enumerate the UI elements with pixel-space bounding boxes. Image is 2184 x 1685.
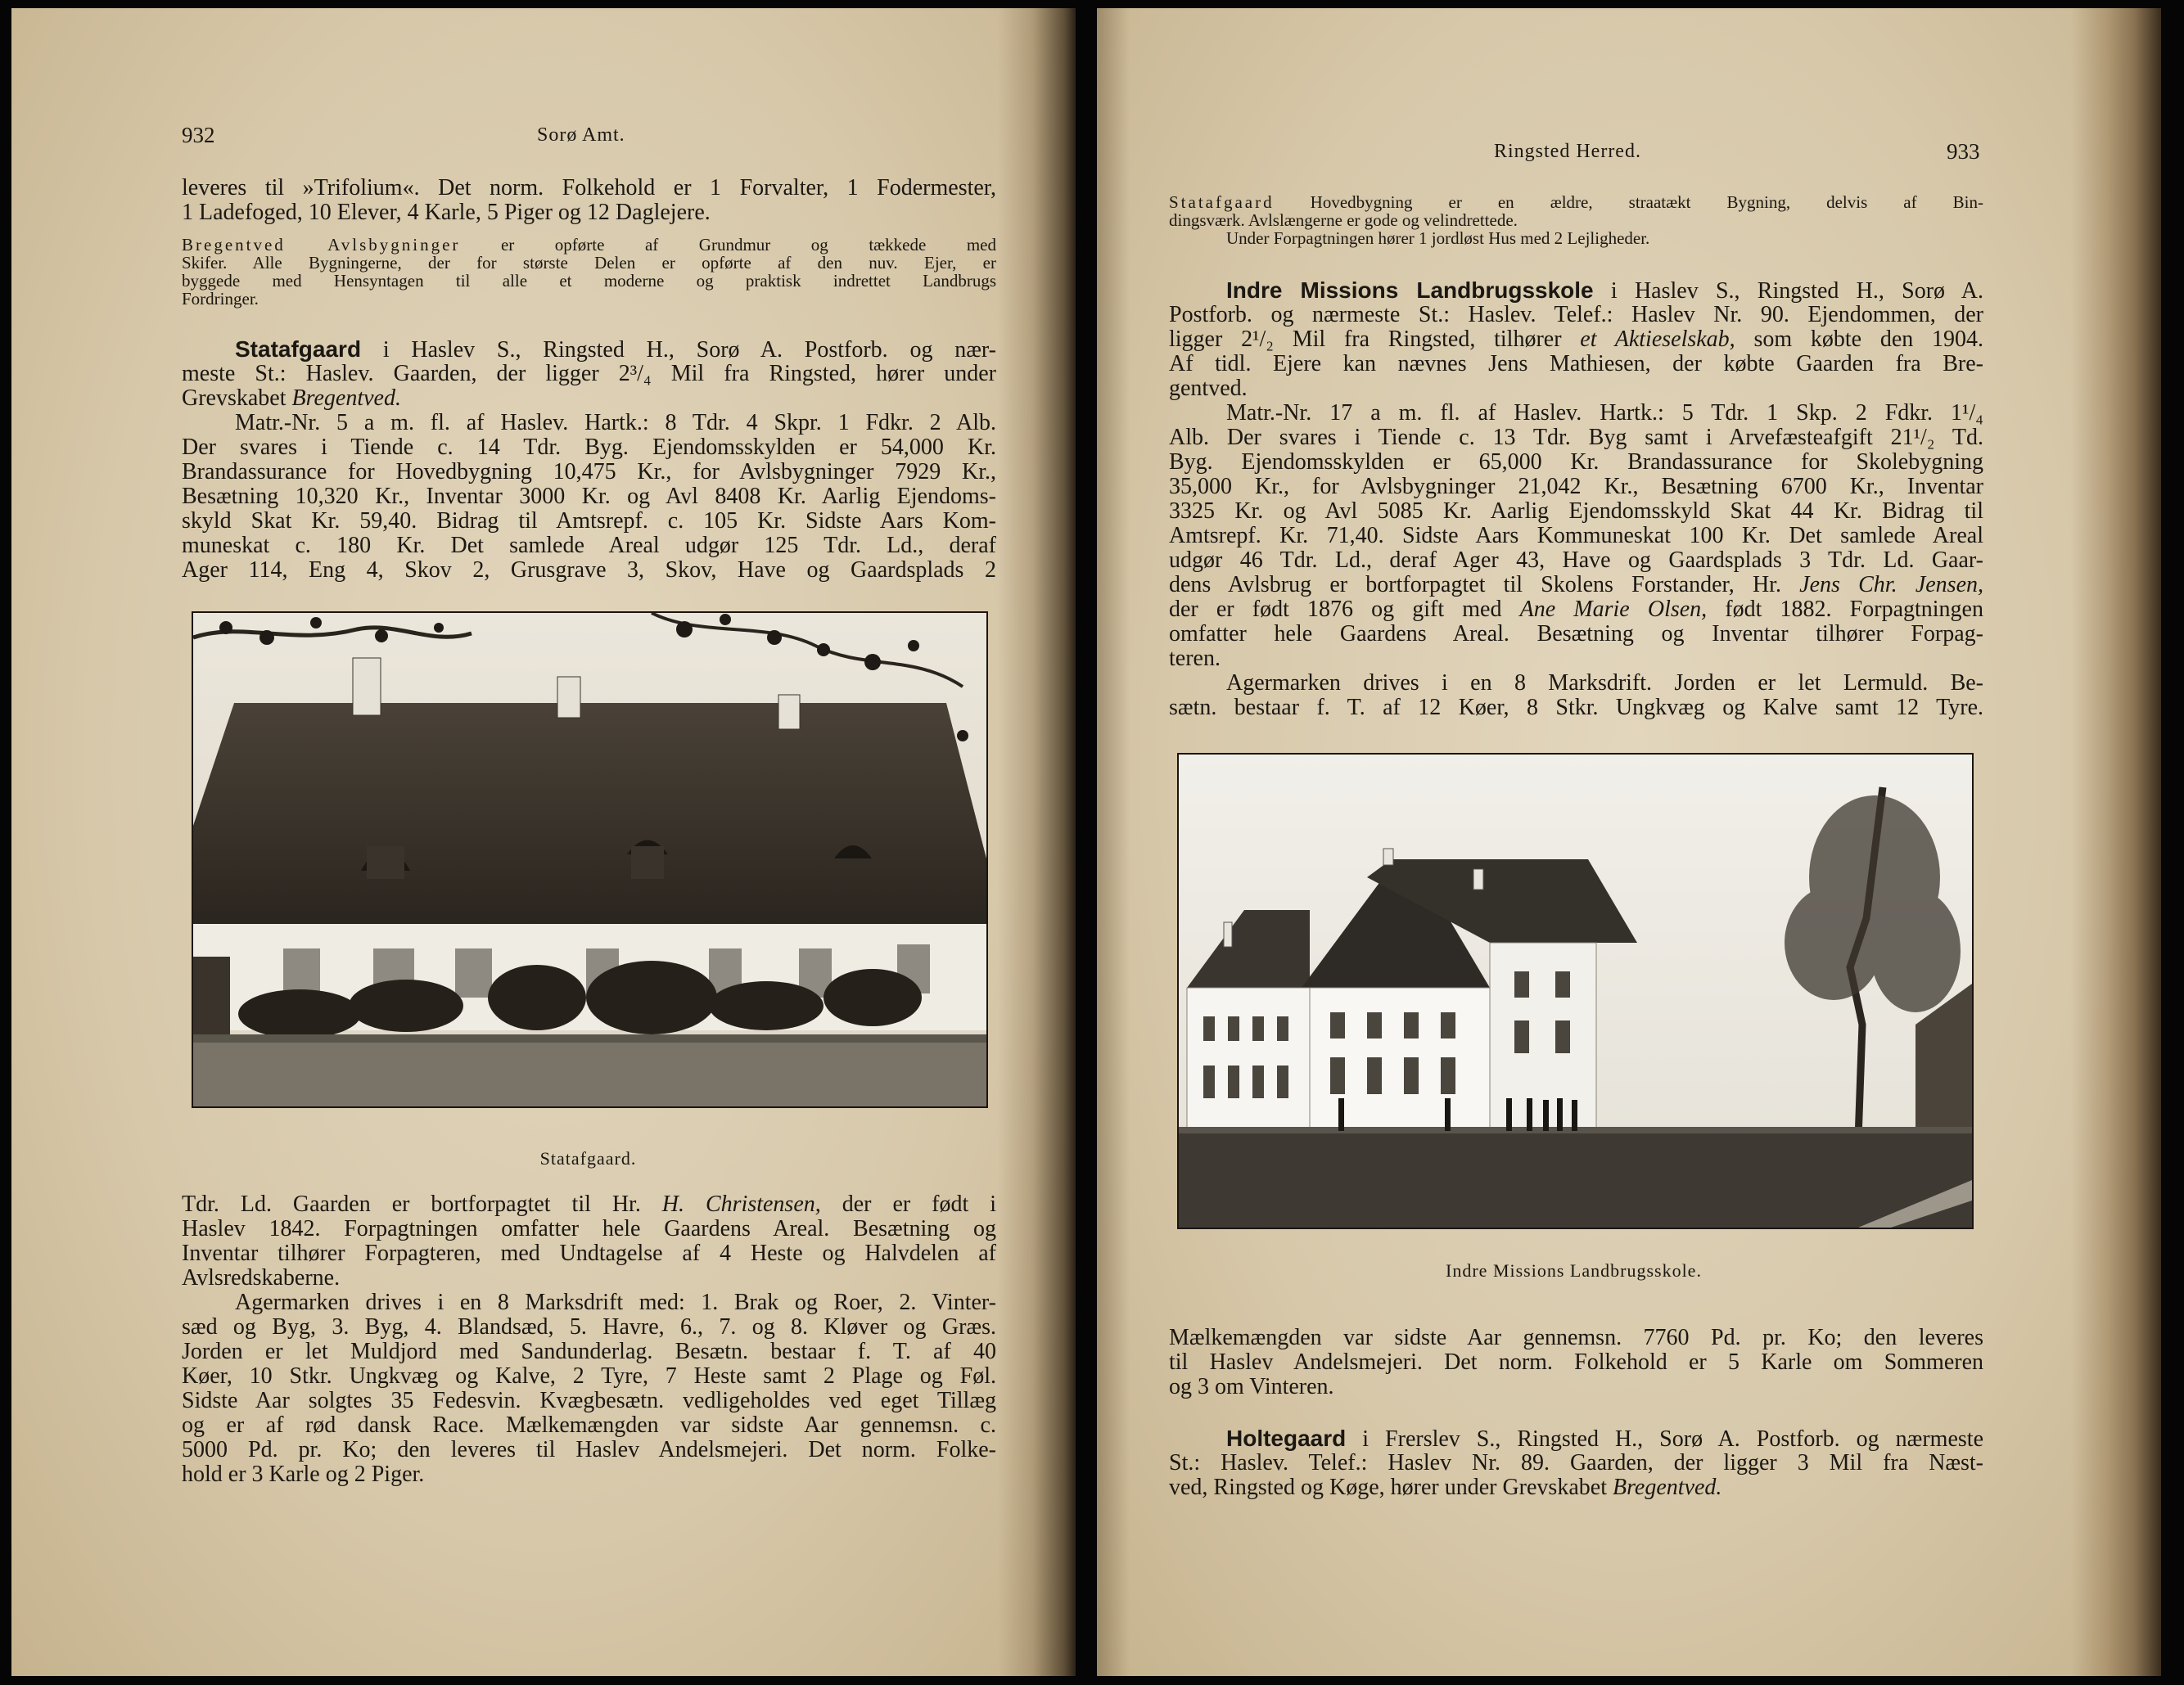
- text-line: Matr.-Nr. 5 a m. fl. af Haslev. Hartk.: 8 Tdr. 4 Skpr. 1 Fdkr. 2 Alb.: [235, 410, 996, 435]
- running-head: Sorø Amt.: [537, 124, 625, 146]
- book-spine-shadow: [1097, 8, 1130, 1676]
- text-line: teren.: [1169, 646, 1221, 671]
- text-line: Køer, 10 Stkr. Ungkvæg og Kalve, 2 Tyre, 7 Heste samt 2 Plage og Føl.: [182, 1363, 996, 1389]
- text-line: 35,000 Kr., for Avlsbygninger 21,042 Kr., Besætning 6700 Kr., Inventar: [1169, 474, 1983, 499]
- text-line: Avlsredskaberne.: [182, 1265, 341, 1291]
- text-line: Jorden er let Muldjord med Sandunderlag. Besætn. bestaar f. T. af 40: [182, 1339, 996, 1364]
- text-line: Inventar tilhører Forpagteren, med Undtagelse af 4 Heste og Halvdelen af: [182, 1241, 996, 1266]
- right-page: [1097, 8, 2161, 1676]
- note-line: Statafgaard Hovedbygning er en ældre, straatækt Bygning, delvis af Bin-: [1169, 192, 1983, 212]
- school-building-illustration: [1179, 755, 1972, 1228]
- entry-heading-line: Statafgaard i Haslev S., Ringsted H., Sorø A. Postforb. og nær-: [235, 336, 996, 363]
- entry-heading-line: Holtegaard i Frerslev S., Ringsted H., Sorø A. Postforb. og nærmeste: [1226, 1426, 1983, 1452]
- text-line: skyld Skat Kr. 59,40. Bidrag til Amtsrepf. c. 105 Kr. Sidste Aars Kom-: [182, 508, 996, 534]
- text-line: Amtsrepf. Kr. 71,40. Sidste Aars Kommuneskat 100 Kr. Det samlede Areal: [1169, 523, 1983, 548]
- photo-caption: Statafgaard.: [539, 1148, 637, 1169]
- page-edge-shadow: [2071, 8, 2161, 1676]
- text-line: Agermarken drives i en 8 Marksdrift. Jorden er let Lermuld. Be-: [1226, 670, 1983, 696]
- entry-name: Statafgaard: [235, 336, 362, 362]
- book-spine-shadow: [998, 8, 1076, 1676]
- running-head: Ringsted Herred.: [1494, 141, 1641, 162]
- entry-heading-line: Indre Missions Landbrugsskole i Haslev S., Ringsted H., Sorø A.: [1226, 277, 1983, 304]
- text-line: Byg. Ejendomsskylden er 65,000 Kr. Brandassurance for Skolebygning: [1169, 449, 1983, 475]
- text-line: ved, Ringsted og Køge, hører under Grevskabet Bregentved.: [1169, 1475, 1722, 1500]
- text-line: sætn. bestaar f. T. af 12 Køer, 8 Stkr. Ungkvæg og Kalve samt 12 Tyre.: [1169, 695, 1983, 720]
- thatched-house-illustration: [193, 613, 986, 1106]
- text-line: Besætning 10,320 Kr., Inventar 3000 Kr. og Avl 8408 Kr. Aarlig Ejendoms-: [182, 484, 996, 509]
- text-line: og er af rød dansk Race. Mælkemængden var sidste Aar gennemsn. c.: [182, 1412, 996, 1438]
- note-line: dingsværk. Avlslængerne er gode og velindrettede.: [1169, 210, 1518, 230]
- text-line: ligger 2¹/₂ Mil fra Ringsted, tilhører et Aktieselskab, som købte den 1904.: [1169, 327, 1984, 352]
- text-line: Der svares i Tiende c. 14 Tdr. Byg. Ejendomsskylden er 54,000 Kr.: [182, 435, 996, 460]
- text-line: Sidste Aar solgtes 35 Fedesvin. Kvægbesætn. vedligeholdes ved eget Tillæg: [182, 1388, 996, 1413]
- farmhouse-photo: [192, 611, 988, 1108]
- text-line: Grevskabet Bregentved.: [182, 385, 401, 411]
- entry-name: Holtegaard: [1226, 1426, 1347, 1451]
- text-line: Haslev 1842. Forpagtningen omfatter hele Gaardens Areal. Besætning og: [182, 1216, 996, 1241]
- page-number: 933: [1947, 139, 1980, 164]
- text-line: hold er 3 Karle og 2 Piger.: [182, 1462, 425, 1487]
- note-line: Bregentved Avlsbygninger er opførte af Grundmur og tækkede med: [182, 235, 996, 255]
- text-line: Tdr. Ld. Gaarden er bortforpagtet til Hr. H. Christensen, der er født i: [182, 1192, 996, 1217]
- text-line: udgør 46 Tdr. Ld., deraf Ager 43, Have og Gaardsplads 3 Tdr. Ld. Gaar-: [1169, 547, 1983, 573]
- text-line: Matr.-Nr. 17 a m. fl. af Haslev. Hartk.: 5 Tdr. 1 Skp. 2 Fdkr. 1¹/₄: [1226, 400, 1983, 426]
- school-photo: [1177, 753, 1974, 1229]
- text-line: til Haslev Andelsmejeri. Det norm. Folkehold er 5 Karle om Sommeren: [1169, 1349, 1983, 1375]
- note-line: Fordringer.: [182, 289, 259, 309]
- text-line: omfatter hele Gaardens Areal. Besætning og Inventar tilhører Forpag-: [1169, 621, 1983, 647]
- text-line: Postforb. og nærmeste St.: Haslev. Telef.: Haslev Nr. 90. Ejendommen, der: [1169, 302, 1983, 327]
- text-line: Af tidl. Ejere kan nævnes Jens Mathiesen, der købte Gaarden fra Bre-: [1169, 351, 1983, 376]
- text-line: Ager 114, Eng 4, Skov 2, Grusgrave 3, Skov, Have og Gaardsplads 2: [182, 557, 996, 583]
- text-line: muneskat c. 180 Kr. Det samlede Areal udgør 125 Tdr. Ld., deraf: [182, 533, 996, 558]
- left-page: [11, 8, 1076, 1676]
- text-line: 3325 Kr. og Avl 5085 Kr. Aarlig Ejendomsskyld Skat 44 Kr. Bidrag til: [1169, 498, 1983, 524]
- note-line: byggede med Hensyntagen til alle et moderne og praktisk indrettet Landbrugs: [182, 271, 996, 291]
- text-line: og 3 om Vinteren.: [1169, 1374, 1334, 1399]
- text-line: 5000 Pd. pr. Ko; den leveres til Haslev Andelsmejeri. Det norm. Folke-: [182, 1437, 996, 1462]
- text-line: Brandassurance for Hovedbygning 10,475 Kr., for Avlsbygninger 7929 Kr.,: [182, 459, 996, 484]
- entry-name: Indre Missions Landbrugsskole: [1226, 277, 1594, 303]
- text-line: der er født 1876 og gift med Ane Marie Olsen, født 1882. Forpagtningen: [1169, 597, 1983, 622]
- text-line: meste St.: Haslev. Gaarden, der ligger 2³/₄ Mil fra Ringsted, hører under: [182, 361, 996, 386]
- text-line: St.: Haslev. Telef.: Haslev Nr. 89. Gaarden, der ligger 3 Mil fra Næst-: [1169, 1450, 1983, 1476]
- text-line: leveres til »Trifolium«. Det norm. Folkehold er 1 Forvalter, 1 Fodermester,: [182, 175, 996, 200]
- note-line: Under Forpagtningen hører 1 jordløst Hus med 2 Lejligheder.: [1226, 228, 1650, 248]
- note-line: Skifer. Alle Bygningerne, der for største Delen er opførte af den nuv. Ejer, er: [182, 253, 996, 273]
- text-line: dens Avlsbrug er bortforpagtet til Skolens Forstander, Hr. Jens Chr. Jensen,: [1169, 572, 1983, 597]
- text-line: 1 Ladefoged, 10 Elever, 4 Karle, 5 Piger og 12 Daglejere.: [182, 200, 711, 225]
- text-line: gentved.: [1169, 376, 1248, 401]
- text-line: Alb. Der svares i Tiende c. 13 Tdr. Byg samt i Arvefæsteafgift 21¹/₂ Td.: [1169, 425, 1983, 450]
- photo-caption: Indre Missions Landbrugsskole.: [1446, 1260, 1702, 1281]
- text-line: Agermarken drives i en 8 Marksdrift med: 1. Brak og Roer, 2. Vinter-: [235, 1290, 996, 1315]
- text-line: Mælkemængden var sidste Aar gennemsn. 7760 Pd. pr. Ko; den leveres: [1169, 1325, 1983, 1350]
- page-number: 932: [182, 123, 215, 147]
- text-line: sæd og Byg, 3. Byg, 4. Blandsæd, 5. Havre, 6., 7. og 8. Kløver og Græs.: [182, 1314, 996, 1340]
